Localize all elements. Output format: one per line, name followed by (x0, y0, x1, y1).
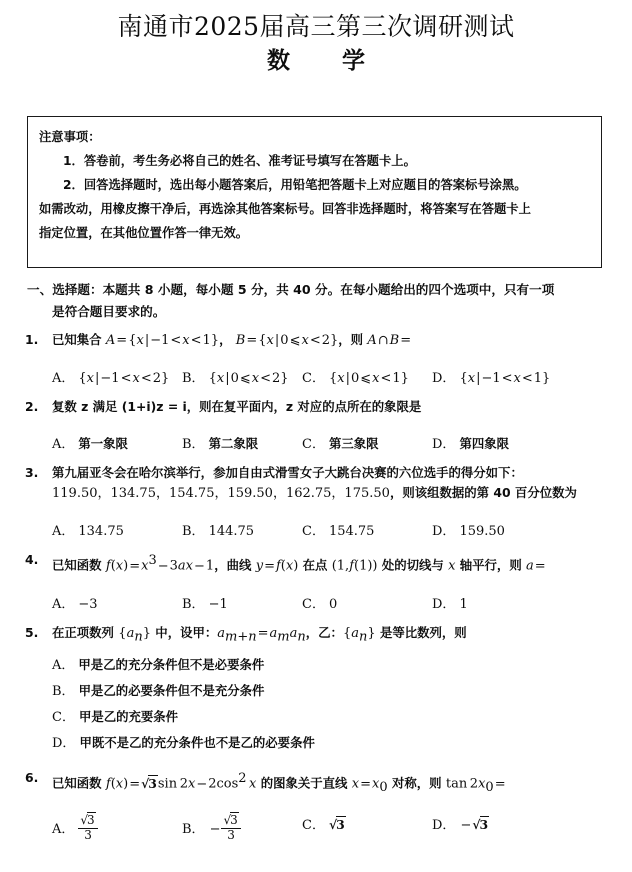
question-1 (0, 330, 632, 351)
page-title: 南通市2025届高三第三次调研测试 (117, 12, 515, 41)
question-5-option-d-text: 甲既不是乙的充分条件也不是乙的必要条件 (79, 735, 315, 751)
question-2-option-a[interactable] (52, 433, 182, 452)
question-1-stem: 已知集合 A={x|−1<x<1}， B={x|0⩽x<2}，则 A∩B= (52, 331, 412, 348)
exam-paper-page (0, 13, 632, 872)
question-2-number: 2. (25, 398, 39, 414)
question-4 (0, 550, 632, 577)
question-5-number: 5. (25, 624, 39, 640)
question-4-option-c[interactable] (302, 593, 432, 612)
question-1-option-c[interactable]: C． {x|0⩽x<1} (302, 370, 409, 386)
question-6-option-c[interactable]: C． √3 (302, 817, 345, 834)
notice-heading: 注意事项： (39, 130, 101, 144)
question-2-option-c[interactable] (302, 433, 432, 452)
question-3-option-d-label: D． (432, 524, 456, 540)
question-2-option-d[interactable] (432, 433, 509, 452)
section-heading-line-2: 是符合题目要求的。 (52, 304, 166, 320)
question-2-option-b-label: B． (182, 436, 205, 452)
question-4-options (0, 593, 632, 612)
question-3-option-b-text: 144.75 (208, 524, 255, 540)
question-2-option-c-label: C． (302, 436, 325, 452)
question-5-option-d[interactable] (52, 731, 632, 757)
question-3-stem (52, 463, 632, 504)
question-4-stem: 已知函数 $f(x)=x^3-3ax-1$，曲线 y=f(x) 在点 (1,f(1)) 处的切线与 x 轴平行，则 a= (52, 553, 546, 574)
question-4-option-b-text: −1 (208, 596, 228, 612)
question-5-options (0, 653, 632, 757)
notice-item-2-cont-2: 指定位置，在其他位置作答一律无效。 (39, 225, 249, 240)
question-3-option-a-text: 134.75 (78, 524, 124, 540)
question-3-option-c[interactable] (302, 520, 432, 539)
question-5-option-b-text: 甲是乙的必要条件但不是充分条件 (78, 683, 265, 699)
question-5-stem: 在正项数列 $\{a_n\}$ 中，设甲：$a_{m+n}=a_ma_n$，乙：$\{a_n\}$ 是等比数列，则 (52, 624, 467, 645)
question-3-option-b-label: B． (182, 524, 205, 540)
question-4-number: 4. (25, 552, 39, 568)
question-3-option-a-label: A． (52, 524, 75, 540)
question-2-option-d-label: D． (432, 436, 456, 452)
subject-title: 数 学 (266, 47, 387, 74)
question-1-stem-prefix: 已知集合 (52, 331, 102, 347)
question-4-option-d-label: D． (432, 596, 456, 612)
question-4-option-d[interactable] (432, 593, 468, 612)
question-2-option-a-label: A． (52, 436, 75, 452)
question-2-option-a-text: 第一象限 (78, 435, 128, 451)
question-3-option-d[interactable] (432, 520, 505, 539)
question-5-option-c[interactable] (52, 705, 632, 731)
question-6-stem: 已知函数 f(x)=√3sin $2x-2\cos^2$ x 的图象关于直线 $x=x_0$ 对称，则 $\tan 2x_0=$ (52, 771, 506, 796)
notice-item-1: 1．答卷前，考生务必将自己的姓名、准考证号填写在答题卡上。 (63, 153, 416, 168)
question-1-number: 1. (25, 331, 39, 347)
notice-item-2-cont-1: 如需改动，用橡皮擦干净后，再选涂其他答案标号。回答非选择题时，将答案写在答题卡上 (39, 201, 531, 216)
question-6 (0, 768, 632, 798)
question-1-stem-suffix: ，则 (338, 331, 364, 347)
question-3-stem-line-2-tail: ，则该组数据的第 40 百分位数为 (389, 485, 577, 501)
question-6-number: 6. (25, 770, 39, 786)
question-5-option-b-label: B． (52, 684, 75, 700)
question-1-option-c-label: C． (302, 370, 325, 386)
question-2-option-b[interactable] (182, 433, 302, 452)
question-4-option-c-label: C． (302, 596, 325, 612)
question-4-option-b-label: B． (182, 596, 205, 612)
question-4-option-a-label: A． (52, 596, 75, 612)
question-4-option-c-text: 0 (328, 596, 338, 612)
question-3-stem-line-2 (52, 483, 608, 504)
question-5-option-c-label: C． (52, 710, 75, 726)
question-3-option-c-label: C． (302, 524, 325, 540)
question-2-option-c-text: 第三象限 (328, 435, 379, 451)
question-5-option-a-text: 甲是乙的充分条件但不是必要条件 (78, 657, 265, 673)
question-3 (0, 463, 632, 504)
question-1-option-b[interactable]: B． {x|0⩽x<2} (182, 370, 289, 386)
question-1-option-b-label: B． (182, 370, 205, 386)
section-heading (0, 279, 632, 324)
question-3-number: 3. (25, 464, 39, 480)
notice-item-2: 2．回答选择题时，选出每小题答案后，用铅笔把答题卡上对应题目的答案标号涂黑。 (63, 177, 527, 192)
question-3-data-values: 119.50，134.75，154.75，159.50，162.75，175.50 (52, 486, 390, 502)
question-3-options (0, 520, 632, 539)
question-2-stem: 复数 z 满足 (1+i)z = i，则在复平面内，z 对应的点所在的象限是 (52, 398, 422, 414)
question-4-option-d-text: 1 (459, 596, 468, 612)
question-3-stem-line-1: 第九届亚冬会在哈尔滨举行，参加自由式滑雪女子大跳台决赛的六位选手的得分如下： (52, 464, 523, 480)
question-6-option-d-label: D． (432, 818, 456, 834)
question-3-option-d-text: 159.50 (459, 524, 505, 540)
question-4-option-a-text: −3 (78, 596, 98, 612)
question-3-option-c-text: 154.75 (328, 524, 375, 540)
question-1-options (0, 367, 632, 386)
question-6-options (0, 814, 632, 842)
question-5-option-d-label: D． (52, 736, 76, 752)
question-2-options (0, 433, 632, 452)
question-1-option-d[interactable]: D． {x|−1<x<1} (432, 370, 551, 386)
section-heading-line-1: 一、选择题：本题共 8 小题，每小题 5 分，共 40 分。在每小题给出的四个选项中，只有一项 (27, 282, 555, 297)
question-6-option-d[interactable]: D． −√3 (432, 817, 489, 834)
question-1-option-d-label: D． (432, 370, 456, 386)
question-6-option-a-label: A． (52, 822, 75, 838)
question-4-option-b[interactable] (182, 593, 302, 612)
questions-content (0, 279, 632, 842)
question-5-option-b[interactable] (52, 679, 632, 705)
question-3-option-b[interactable] (182, 520, 302, 539)
question-1-option-a[interactable]: A． {x|−1<x<2} (52, 370, 170, 386)
question-3-option-a[interactable] (52, 520, 182, 539)
question-5-option-a-label: A． (52, 658, 75, 674)
notice-box (27, 116, 602, 268)
question-2-option-d-text: 第四象限 (459, 435, 509, 451)
question-6-option-b-label: B． (182, 822, 205, 838)
question-5-option-a[interactable] (52, 653, 632, 679)
question-6-option-a[interactable]: A． $\frac{√3}{3}$ (52, 814, 182, 842)
question-1-option-a-label: A． (52, 370, 75, 386)
question-6-option-b[interactable]: B． − $\frac{√3}{3}$ (182, 814, 302, 842)
question-6-option-c-label: C． (302, 818, 325, 834)
question-5-option-c-text: 甲是乙的充要条件 (78, 709, 179, 725)
question-2 (0, 397, 632, 417)
question-5 (0, 623, 632, 648)
question-2-option-b-text: 第二象限 (208, 435, 259, 451)
question-4-option-a[interactable] (52, 593, 182, 612)
